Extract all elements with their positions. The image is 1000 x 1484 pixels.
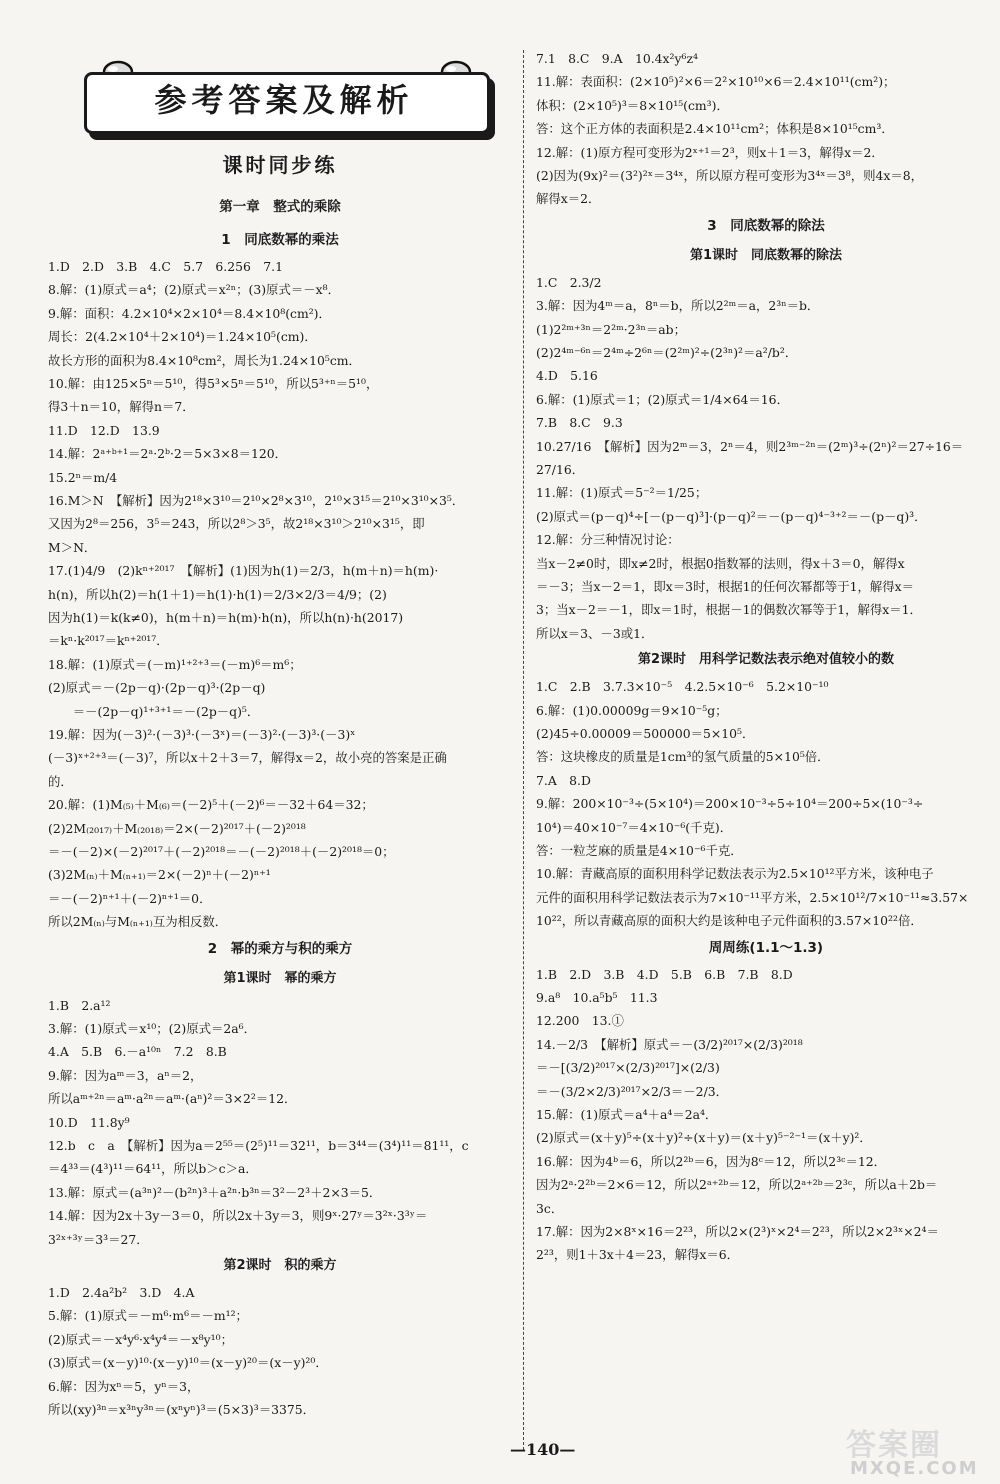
answer-line: (2)原式＝(x＋y)⁵÷(x＋y)²÷(x＋y)＝(x＋y)⁵⁻²⁻¹＝(x＋y)²． [536, 1130, 872, 1146]
answer-line: 9.解：面积：4.2×10⁴×2×10⁴＝8.4×10⁸(cm²)． [48, 305, 331, 321]
answer-line: ＝kⁿ·k²⁰¹⁷＝kⁿ⁺²⁰¹⁷． [48, 633, 169, 649]
answer-line: 因为2ᵃ·2²ᵇ＝2×6＝12，所以2ᵃ⁺²ᵇ＝12，所以2ᵃ⁺²ᵇ＝2³ᶜ，所以a＋2b＝ [536, 1177, 938, 1193]
answer-line: 6.解：(1)0.00009g＝9×10⁻⁵g； [536, 702, 728, 718]
answer-line: ＝－3；当x－2＝1，即x＝3时，根据1的任何次幂都等于1，解得x＝ [536, 579, 915, 594]
title-banner [84, 60, 490, 134]
answer-line: 9.a⁸ 10.a⁵b⁵ 11.3 [536, 990, 658, 1005]
answer-line: 3²ˣ⁺³ʸ＝3³＝27． [48, 1231, 149, 1247]
answer-line: ＝－[(3/2)²⁰¹⁷×(2/3)²⁰¹⁷]×(2/3) [536, 1060, 720, 1076]
answer-line: 14.－2/3 【解析】原式＝－(3/2)²⁰¹⁷×(2/3)²⁰¹⁸ [536, 1036, 803, 1052]
answer-line: (2)原式＝(p－q)⁴÷[－(p－q)³]·(p－q)²＝－(p－q)⁴⁻³⁺²＝－(p－q)³． [536, 508, 927, 524]
answer-line: 27/16． [536, 462, 585, 477]
answer-line: 10.解：由125×5ⁿ＝5¹⁰，得5³×5ⁿ＝5¹⁰，所以5³⁺ⁿ＝5¹⁰， [48, 376, 379, 391]
section-title: 课时同步练 [222, 153, 338, 177]
answer-line: (3)2M₍ₙ₎＋M₍ₙ₊₁₎＝2×(－2)ⁿ＋(－2)ⁿ⁺¹ [48, 867, 271, 883]
section-heading: 第1课时 同底数幂的除法 [689, 247, 843, 263]
answer-line: 2²³，则1＋3x＋4＝23，解得x＝6． [536, 1247, 739, 1263]
answer-line: 17.解：因为2×8ˣ×16＝2²³，所以2×(2³)ˣ×2⁴＝2²³，所以2×2³ˣ×2⁴＝ [536, 1224, 939, 1239]
answer-line: 3.解：因为4ᵐ＝a，8ⁿ＝b，所以2²ᵐ＝a，2³ⁿ＝b． [536, 298, 820, 314]
answer-line: 11.解：表面积：(2×10⁵)²×6＝2²×10¹⁰×6＝2.4×10¹¹(cm²)； [536, 74, 896, 90]
answer-line: 1.B 2.D 3.B 4.D 5.B 6.B 7.B 8.D [536, 966, 793, 982]
section-heading: 周周练(1.1～1.3) [708, 939, 824, 956]
watermark-logo: 答案圈 [846, 1428, 942, 1463]
section-heading: 第2课时 用科学记数法表示绝对值较小的数 [637, 652, 895, 668]
answer-line: 16.M＞N 【解析】因为2¹⁸×3¹⁰＝2¹⁰×2⁸×3¹⁰，2¹⁰×3¹⁵＝2¹⁰×3¹⁰×3⁵． [48, 493, 465, 508]
answer-line: (2)原式＝－(2p－q)·(2p－q)³·(2p－q) [48, 680, 266, 696]
answer-line: 答：这个正方体的表面积是2.4×10¹¹cm²；体积是8×10¹⁵cm³． [536, 121, 894, 137]
answer-line: 4.D 5.16 [536, 368, 598, 384]
section-heading: 第2课时 积的乘方 [223, 1258, 337, 1273]
answer-line: ＝－(－2)ⁿ⁺¹＋(－2)ⁿ⁺¹＝0． [48, 890, 212, 906]
answer-line: 故长方形的面积为8.4×10⁸cm²，周长为1.24×10⁵cm． [48, 352, 361, 368]
answer-line: 9.解：因为aᵐ＝3，aⁿ＝2， [48, 1067, 203, 1083]
answer-line: 元件的面积用科学记数法表示为7×10⁻¹¹平方米，2.5×10¹²/7×10⁻¹¹≈3.57× [536, 889, 969, 905]
answer-line: 1.B 2.a¹² [48, 997, 111, 1013]
answer-line: (1)2²ᵐ⁺³ⁿ＝2²ᵐ·2³ⁿ＝ab； [536, 321, 686, 337]
answer-line: 13.解：原式＝(a³ⁿ)²－(b²ⁿ)³＋a²ⁿ·b³ⁿ＝3²－2³＋2×3＝5． [48, 1184, 382, 1200]
answer-line: 又因为2⁸＝256，3⁵＝243，所以2⁸＞3⁵，故2¹⁸×3¹⁰＞2¹⁰×3¹⁵，即 [48, 516, 425, 532]
answer-line: 所以2M₍ₙ₎与M₍ₙ₊₁₎互为相反数． [48, 914, 228, 930]
answer-line: 6.解：因为xⁿ＝5，yⁿ＝3， [48, 1378, 200, 1394]
answer-line: 16.解：因为4ᵇ＝6，所以2²ᵇ＝6，因为8ᶜ＝12，所以2³ᶜ＝12． [536, 1153, 886, 1169]
answer-line: 4.A 5.B 6.－a¹⁰ⁿ 7.2 8.B [48, 1044, 227, 1060]
answer-line: 1.C 2.3/2 [536, 274, 602, 290]
column-divider [523, 50, 524, 1450]
watermark-url: MXQE.COM [850, 1458, 979, 1479]
answer-line: 得3＋n＝10，解得n＝7． [48, 399, 195, 415]
answer-line: 答：一粒芝麻的质量是4×10⁻⁶千克． [536, 843, 743, 858]
answer-line: 10.D 11.8y⁹ [48, 1114, 130, 1130]
answer-line: 18.解：(1)原式＝(－m)¹⁺²⁺³＝(－m)⁶＝m⁶； [48, 656, 302, 672]
answer-line: (2)2M₍₂₀₁₇₎＋M₍₂₀₁₈₎＝2×(－2)²⁰¹⁷＋(－2)²⁰¹⁸ [48, 820, 306, 836]
answer-line: 12.解：(1)原方程可变形为2ˣ⁺¹＝2³，则x＋1＝3，解得x＝2． [536, 144, 884, 160]
answer-line: 10⁴)＝40×10⁻⁷＝4×10⁻⁶(千克)． [536, 819, 733, 835]
answer-line: ＝－(－2)×(－2)²⁰¹⁷＋(－2)²⁰¹⁸＝－(－2)²⁰¹⁸＋(－2)²⁰¹⁸＝0； [48, 844, 395, 859]
answer-line: (3)原式＝(x－y)¹⁰·(x－y)¹⁰＝(x－y)²⁰＝(x－y)²⁰． [48, 1355, 328, 1371]
answer-line: 的． [48, 773, 73, 789]
answer-line: 14.解：因为2x＋3y－3＝0，所以2x＋3y＝3，则9ˣ·27ʸ＝3²ˣ·3³ʸ＝ [48, 1208, 428, 1224]
answer-line: 12.解：分三种情况讨论： [536, 532, 680, 548]
answer-line: 9.解：200×10⁻³÷(5×10⁴)＝200×10⁻³÷5÷10⁴＝200÷5×(10⁻³÷ [536, 796, 924, 812]
answer-line: M＞N． [48, 539, 97, 555]
answer-line: 3c． [536, 1200, 564, 1216]
section-heading: 3 同底数幂的除法 [707, 217, 825, 234]
answer-line: 所以(xy)³ⁿ＝x³ⁿy³ⁿ＝(xⁿyⁿ)³＝(5×3)³＝3375． [48, 1402, 316, 1417]
answer-line: 10.27/16 【解析】因为2ᵐ＝3，2ⁿ＝4，则2³ᵐ⁻²ⁿ＝(2ᵐ)³÷(2ⁿ)²＝27÷16＝ [536, 438, 964, 454]
answer-line: 11.D 12.D 13.9 [48, 422, 160, 438]
answer-line: 15.2ⁿ＝m/4 [48, 469, 118, 485]
answer-line: 8.解：(1)原式＝a⁴；(2)原式＝x²ⁿ；(3)原式＝－x⁸． [48, 282, 340, 298]
answer-line: 7.B 8.C 9.3 [536, 415, 623, 431]
answer-line: 11.解：(1)原式＝5⁻²＝1/25； [536, 485, 708, 501]
answer-line: 5.解：(1)原式＝－m⁶·m⁶＝－m¹²； [48, 1308, 248, 1324]
answer-line: (2)2⁴ᵐ⁻⁶ⁿ＝2⁴ᵐ÷2⁶ⁿ＝(2²ᵐ)²÷(2³ⁿ)²＝a²/b²． [536, 345, 798, 360]
answer-line: 体积：(2×10⁵)³＝8×10¹⁵(cm³)． [536, 97, 729, 113]
answer-line: h(n)，所以h(2)＝h(1＋1)＝h(1)·h(1)＝2/3×2/3＝4/9；(2) [48, 586, 387, 602]
answer-line: 10²²，所以青藏高原的面积大约是该种电子元件面积的3.57×10²²倍． [536, 913, 923, 929]
answer-line: (－3)ˣ⁺²⁺³＝(－3)⁷，所以x＋2＋3＝7，解得x＝2，故小亮的答案是正确 [48, 750, 447, 766]
answer-line: 7.A 8.D [536, 772, 591, 788]
answer-line: 14.解：2ᵃ⁺ᵇ⁺¹＝2ᵃ·2ᵇ·2＝5×3×8＝120． [48, 446, 288, 462]
answer-line: 1.D 2.4a²b² 3.D 4.A [48, 1285, 195, 1300]
answer-line: (2)原式＝－x⁴y⁶·x⁴y⁴＝－x⁸y¹⁰； [48, 1331, 233, 1347]
section-heading: 第1课时 幂的乘方 [223, 970, 337, 986]
answer-line: 15.解：(1)原式＝a⁴＋a⁴＝2a⁴． [536, 1107, 718, 1122]
answer-line: 1.C 2.B 3.7.3×10⁻⁵ 4.2.5×10⁻⁶ 5.2×10⁻¹⁰ [536, 679, 829, 695]
answer-line: ＝4³³＝(4³)¹¹＝64¹¹，所以b＞c＞a． [48, 1161, 258, 1177]
answer-line: 所以aᵐ⁺²ⁿ＝aᵐ·a²ⁿ＝aᵐ·(aⁿ)²＝3×2²＝12． [48, 1091, 297, 1107]
answer-line: 1.D 2.D 3.B 4.C 5.7 6.256 7.1 [48, 259, 283, 274]
answer-line: 周长：2(4.2×10⁴＋2×10⁴)＝1.24×10⁵(cm)． [48, 329, 317, 345]
answer-line: 12.200 13.① [536, 1013, 624, 1029]
answer-line: 因为h(1)＝k(k≠0)，h(m＋n)＝h(m)·h(n)，所以h(n)·h(2017) [48, 610, 404, 625]
answer-line: ＝－(2p－q)¹⁺³⁺¹＝－(2p－q)⁵． [48, 703, 260, 719]
answer-line: 6.解：(1)原式＝1；(2)原式＝1/4×64＝16． [536, 391, 789, 407]
banner-title: 参考答案及解析 [154, 81, 414, 119]
answer-line: 20.解：(1)M₍₅₎＋M₍₆₎＝(－2)⁵＋(－2)⁶＝－32＋64＝32； [48, 797, 374, 813]
answer-line: ＝－(3/2×2/3)²⁰¹⁷×2/3＝－2/3． [536, 1083, 729, 1099]
section-heading: 2 幂的乘方与积的乘方 [207, 940, 353, 957]
section-heading: 1 同底数幂的乘法 [221, 232, 339, 248]
page-number: —140— [510, 1440, 576, 1459]
answer-line: (2)45÷0.00009＝500000＝5×10⁵． [536, 726, 755, 741]
answer-line: 3；当x－2＝－1，即x＝1时，根据－1的偶数次幂等于1，解得x＝1． [536, 602, 922, 618]
answer-line: 10.解：青藏高原的面积用科学记数法表示为2.5×10¹²平方米，该种电子 [536, 866, 934, 882]
answer-line: 7.1 8.C 9.A 10.4x²y⁶z⁴ [536, 51, 698, 66]
answer-line: 答：这块橡皮的质量是1cm³的氢气质量的5×10⁵倍． [536, 749, 830, 765]
answer-line: 3.解：(1)原式＝x¹⁰；(2)原式＝2a⁶． [48, 1021, 256, 1036]
answer-line: 12.b c a 【解析】因为a＝2⁵⁵＝(2⁵)¹¹＝32¹¹，b＝3⁴⁴＝(3⁴)¹¹＝81¹¹，c [48, 1138, 469, 1153]
chapter-title: 第一章 整式的乘除 [219, 199, 341, 215]
answer-line: 解得x＝2． [536, 191, 601, 207]
answer-line: 17.(1)4/9 (2)kⁿ⁺²⁰¹⁷ 【解析】(1)因为h(1)＝2/3，h(m＋n)＝h(m)· [48, 563, 439, 579]
answer-line: 19.解：因为(－3)²·(－3)³·(－3ˣ)＝(－3)²·(－3)³·(－3)ˣ [48, 727, 356, 742]
answer-line: 当x－2≠0时，即x≠2时，根据0指数幂的法则，得x＋3＝0，解得x [536, 555, 905, 571]
answer-line: 所以x＝3、－3或1． [536, 625, 654, 641]
answer-line: (2)因为(9x)²＝(3²)²ˣ＝3⁴ˣ，所以原方程可变形为3⁴ˣ＝3⁸，则4x＝8， [536, 168, 924, 183]
